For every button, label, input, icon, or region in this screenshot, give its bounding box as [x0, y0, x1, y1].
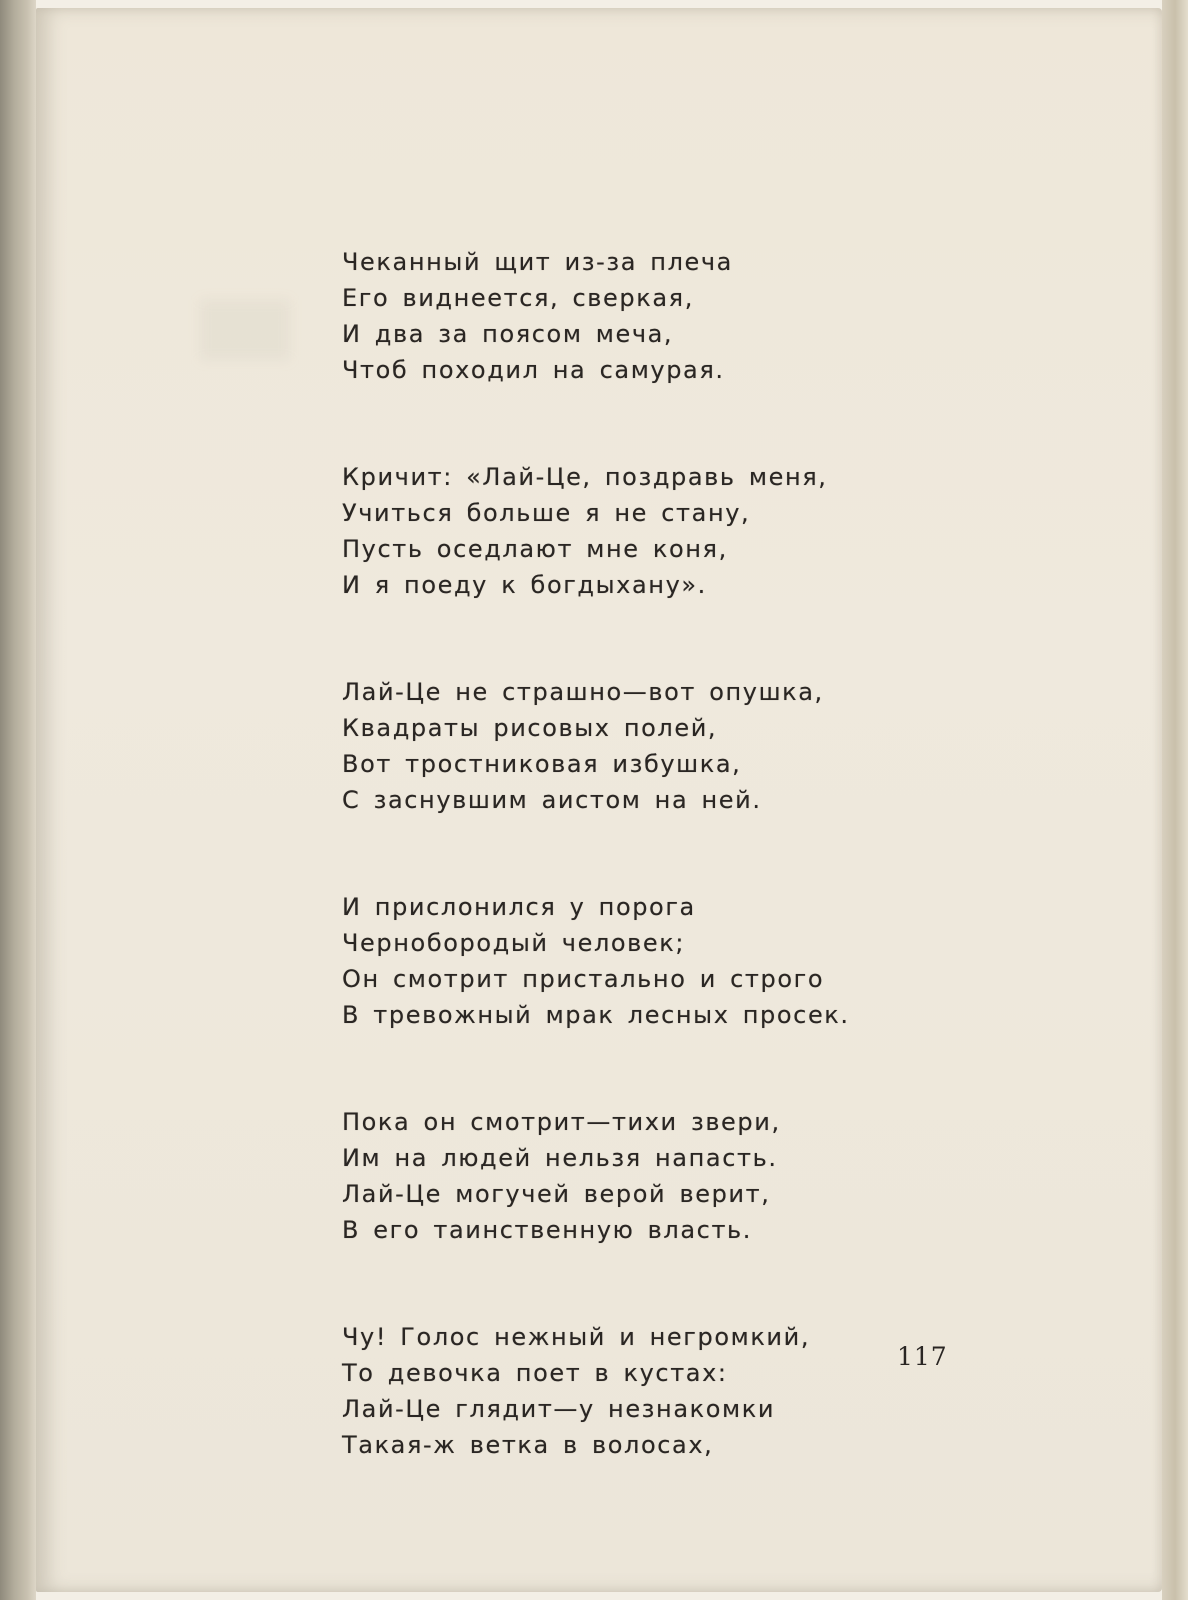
poem-line: Чу! Голос нежный и негромкий, — [342, 1323, 811, 1351]
poem-line: В тревожный мрак лесных просек. — [342, 1001, 850, 1029]
ink-bleed-through — [200, 300, 290, 360]
poem-line: И я поеду к богдыхану». — [342, 571, 707, 599]
poem-line: И прислонился у порога — [342, 893, 696, 921]
stanza — [342, 889, 982, 1033]
poem-line: Такая-ж ветка в волосах, — [342, 1431, 714, 1459]
stanza — [342, 1319, 982, 1463]
book-spine — [0, 0, 36, 1600]
poem-text — [342, 244, 982, 1463]
poem-line: Он смотрит пристально и строго — [342, 965, 825, 993]
poem-line: Чеканный щит из-за плеча — [342, 248, 733, 276]
stanza — [342, 459, 982, 603]
poem-line: Чернобородый человек; — [342, 929, 686, 957]
poem-line: Пусть оседлают мне коня, — [342, 535, 728, 563]
poem-line: То девочка поет в кустах: — [342, 1359, 728, 1387]
poem-line: И два за поясом меча, — [342, 320, 674, 348]
stanza — [342, 674, 982, 818]
poem-line: Квадраты рисовых полей, — [342, 714, 718, 742]
poem-line: В его таинственную власть. — [342, 1216, 753, 1244]
poem-line: Пока он смотрит—тихи звери, — [342, 1108, 781, 1136]
poem-line: Учиться больше я не стану, — [342, 499, 751, 527]
poem-line: Лай-Це не страшно—вот опушка, — [342, 678, 824, 706]
poem-line: Чтоб походил на самурая. — [342, 356, 725, 384]
poem-line: Вот тростниковая избушка, — [342, 750, 742, 778]
stanza — [342, 1104, 982, 1248]
poem-line: Им на людей нельзя напасть. — [342, 1144, 778, 1172]
poem-line: С заснувшим аистом на ней. — [342, 786, 762, 814]
stanza — [342, 244, 982, 388]
poem-line: Его виднеется, сверкая, — [342, 284, 694, 312]
page-number: 117 — [897, 1342, 948, 1371]
poem-line: Лай-Це глядит—у незнакомки — [342, 1395, 776, 1423]
poem-line: Лай-Це могучей верой верит, — [342, 1180, 771, 1208]
poem-line: Кричит: «Лай-Це, поздравь меня, — [342, 463, 828, 491]
page-edge — [1162, 0, 1188, 1600]
